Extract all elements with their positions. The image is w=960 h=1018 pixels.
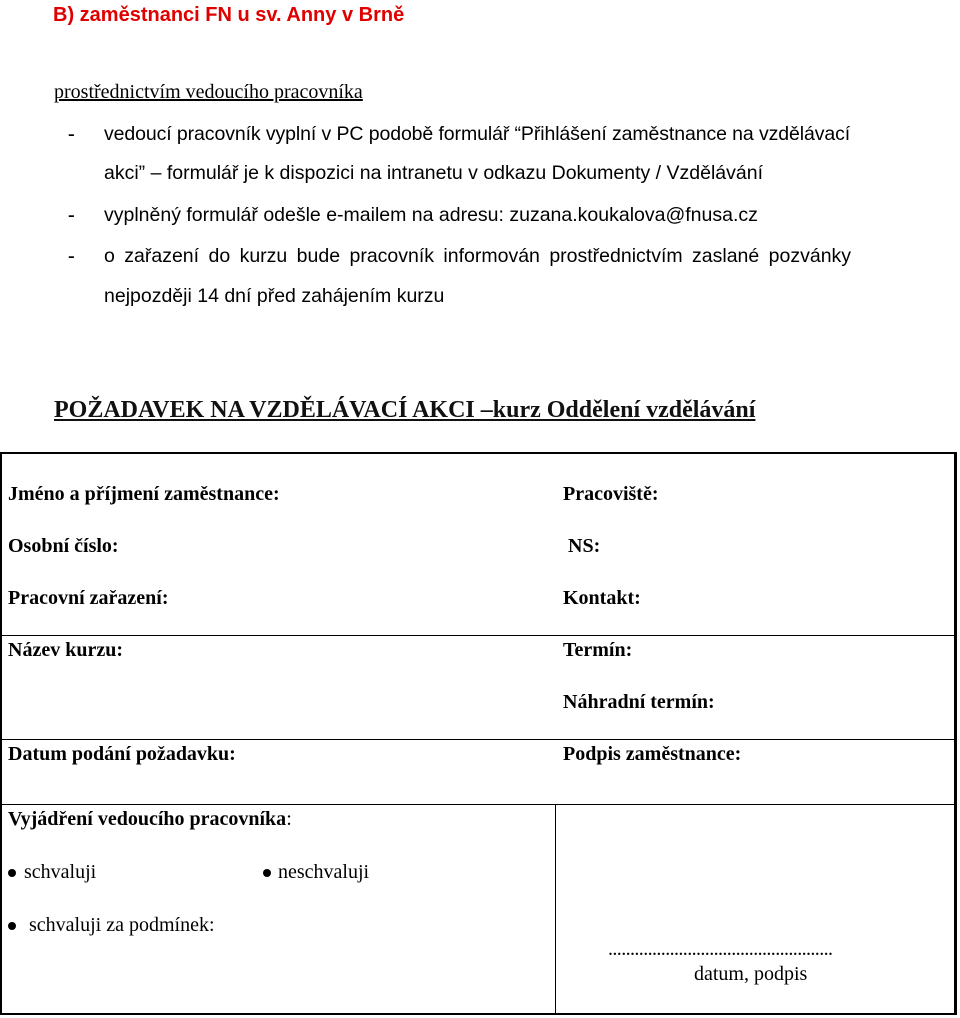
course-name-label: Název kurzu: [8,639,123,661]
subheading: prostřednictvím vedoucího pracovníka [54,81,363,103]
date-signature-caption: datum, podpis [694,963,808,985]
request-date-label: Datum podání požadavku: [8,743,236,765]
bullet-icon [263,869,271,877]
bullet-icon [8,869,16,877]
signature-line: ................................................... [608,938,833,960]
bullet-text: akci” – formulář je k dispozici na intranetu v odkazu Dokumenty / Vzdělávání [104,162,763,184]
workplace-label: Pracoviště: [563,483,659,505]
divider [0,739,957,740]
reject-option: neschvaluji [278,861,370,883]
divider [555,804,556,1015]
bullet-text: o zařazení do kurzu bude pracovník informován prostřednictvím zaslané pozvánky [104,245,852,267]
form-title: POŽADAVEK NA VZDĚLÁVACÍ AKCI –kurz Oddělení vzdělávání [54,397,756,423]
bullet-marker: - [68,245,75,267]
bullet-text: vedoucí pracovník vyplní v PC podobě formulář “Přihlášení zaměstnance na vzdělávací [104,123,851,145]
contact-label: Kontakt: [563,587,641,609]
ns-label: NS: [568,535,601,557]
personal-number-label: Osobní číslo: [8,535,119,557]
manager-statement [8,808,292,831]
conditional-approve-option: schvaluji za podmínek: [29,914,215,936]
alt-term-label: Náhradní termín: [563,691,715,713]
divider [0,804,957,805]
bullet-marker: - [68,204,75,226]
bullet-text: vyplněný formulář odešle e-mailem na adresu: zuzana.koukalova@fnusa.cz [104,204,758,226]
manager-statement-colon: : [286,808,292,830]
section-heading: B) zaměstnanci FN u sv. Anny v Brně [53,4,405,26]
bullet-text: nejpozději 14 dní před zahájením kurzu [104,285,445,307]
approve-option: schvaluji [24,861,97,883]
divider [0,635,957,636]
bullet-marker: - [68,123,75,145]
term-label: Termín: [563,639,633,661]
employee-name-label: Jméno a příjmení zaměstnance: [8,483,280,505]
employee-signature-label: Podpis zaměstnance: [563,743,742,765]
manager-statement-label: Vyjádření vedoucího pracovníka [8,808,287,830]
position-label: Pracovní zařazení: [8,587,169,609]
bullet-icon [8,922,16,930]
